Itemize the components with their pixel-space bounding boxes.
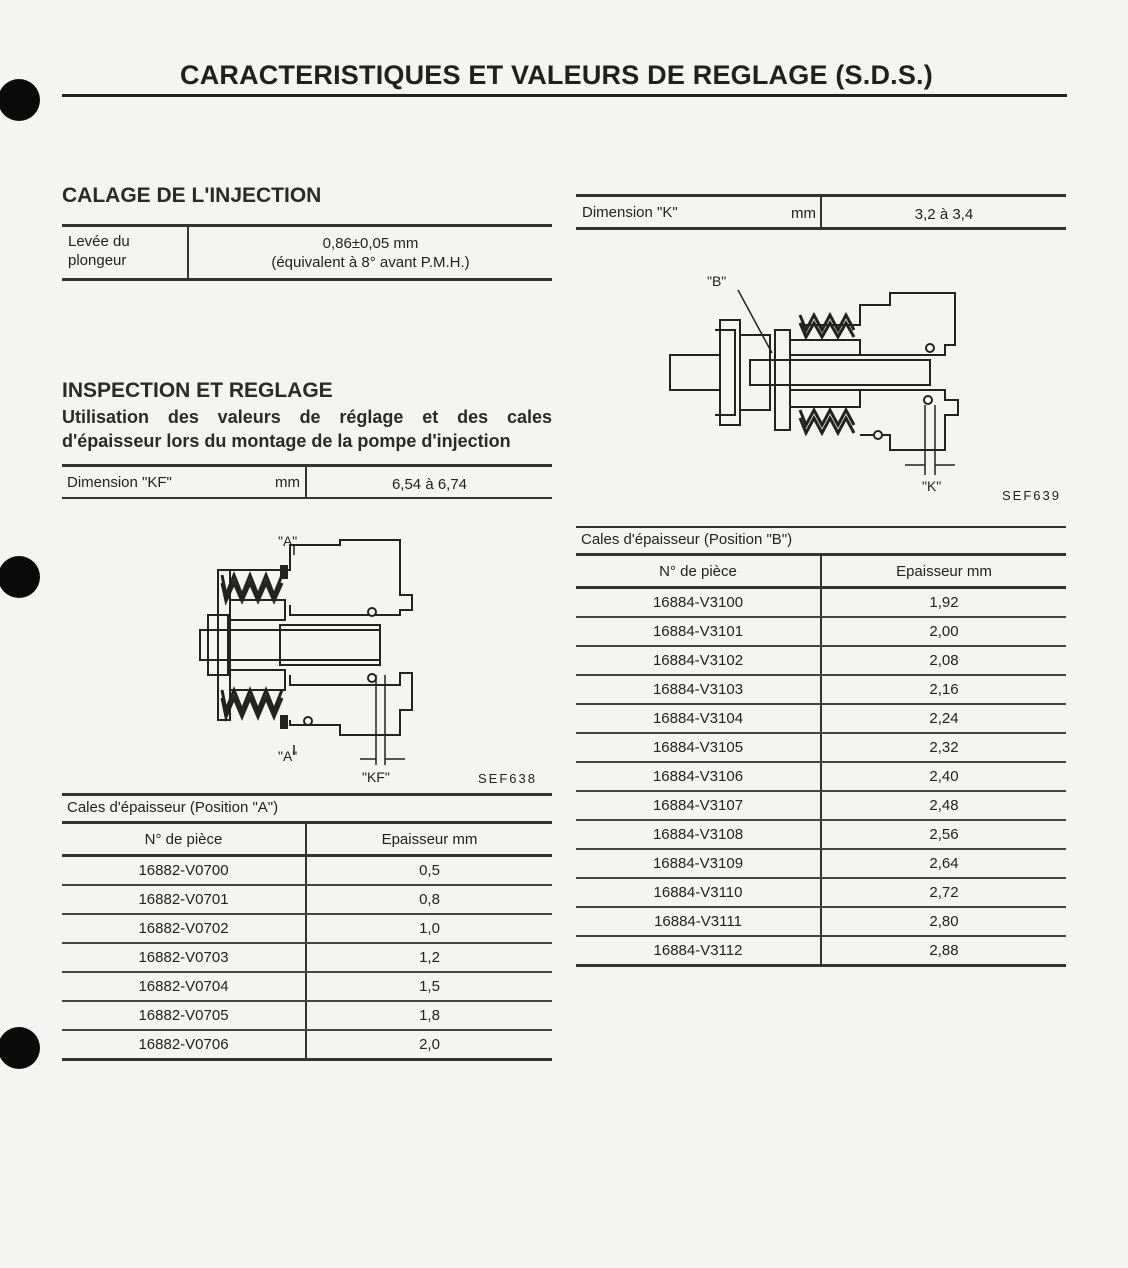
label-b: "B" <box>707 273 727 289</box>
pump-diagram-k <box>660 285 970 475</box>
part-number: 16884-V3105 <box>576 733 821 762</box>
calage-label-line2: plongeur <box>68 252 127 269</box>
label-a-bottom: "A" <box>278 748 298 764</box>
page-title: CARACTERISTIQUES ET VALEURS DE REGLAGE (S.D.S.) <box>180 60 933 90</box>
part-number: 16882-V0703 <box>62 943 306 972</box>
binder-hole <box>0 1027 40 1069</box>
dim-kf-value: 6,54 à 6,74 <box>391 476 468 493</box>
thickness: 2,0 <box>306 1030 552 1060</box>
part-number: 16884-V3112 <box>576 936 821 966</box>
thickness: 0,5 <box>306 856 552 886</box>
table-row <box>576 762 1066 791</box>
thickness: 1,8 <box>306 1001 552 1030</box>
table-row <box>62 856 552 886</box>
thickness: 2,48 <box>821 791 1066 820</box>
part-number: 16884-V3103 <box>576 675 821 704</box>
table-row <box>576 704 1066 733</box>
label-a-top: "A" <box>278 533 298 549</box>
thickness: 2,64 <box>821 849 1066 878</box>
shims-a-col-thickness: Epaisseur mm <box>306 824 552 856</box>
shims-b-table <box>576 556 1066 967</box>
part-number: 16884-V3106 <box>576 762 821 791</box>
table-row <box>62 1030 552 1060</box>
shims-b-col-part: N° de pièce <box>576 556 821 588</box>
calage-table-bottom-rule <box>62 278 552 281</box>
table-row <box>62 943 552 972</box>
table-row <box>576 791 1066 820</box>
title-rule <box>62 94 1067 97</box>
calage-title: CALAGE DE L'INJECTION <box>62 184 322 207</box>
shims-a-caption: Cales d'épaisseur (Position "A") <box>67 799 279 816</box>
dim-k-unit: mm <box>791 205 816 222</box>
shims-b-top-rule <box>576 526 1066 528</box>
figure-code-sef639: SEF639 <box>1002 488 1061 503</box>
table-row <box>62 914 552 943</box>
dim-kf-top-rule <box>62 464 552 467</box>
thickness: 2,00 <box>821 617 1066 646</box>
table-row <box>62 972 552 1001</box>
inspection-subtitle: Utilisation des valeurs de réglage et des cales d'épaisseur lors du montage de la pompe d'injection <box>62 407 552 451</box>
calage-label-line1: Levée du <box>68 233 130 250</box>
thickness: 1,5 <box>306 972 552 1001</box>
shims-a-table <box>62 824 552 1061</box>
dim-k-bottom-rule <box>576 227 1066 230</box>
label-k: "K" <box>922 478 942 494</box>
calage-value-line1: 0,86±0,05 mm <box>322 235 419 252</box>
part-number: 16884-V3111 <box>576 907 821 936</box>
thickness: 1,2 <box>306 943 552 972</box>
thickness: 2,40 <box>821 762 1066 791</box>
thickness: 2,16 <box>821 675 1066 704</box>
part-number: 16884-V3104 <box>576 704 821 733</box>
part-number: 16884-V3108 <box>576 820 821 849</box>
dim-k-label: Dimension "K" <box>582 204 678 221</box>
binder-hole <box>0 79 40 121</box>
pump-diagram-kf <box>190 525 430 775</box>
thickness: 1,92 <box>821 588 1066 618</box>
table-row <box>576 617 1066 646</box>
part-number: 16882-V0706 <box>62 1030 306 1060</box>
part-number: 16882-V0702 <box>62 914 306 943</box>
dim-k-value: 3,2 à 3,4 <box>914 206 974 223</box>
dim-kf-unit: mm <box>275 474 300 491</box>
part-number: 16882-V0700 <box>62 856 306 886</box>
thickness: 2,72 <box>821 878 1066 907</box>
dim-kf-label: Dimension "KF" <box>67 474 172 491</box>
part-number: 16884-V3100 <box>576 588 821 618</box>
thickness: 2,56 <box>821 820 1066 849</box>
part-number: 16884-V3102 <box>576 646 821 675</box>
thickness: 2,88 <box>821 936 1066 966</box>
part-number: 16884-V3109 <box>576 849 821 878</box>
table-row <box>576 675 1066 704</box>
thickness: 0,8 <box>306 885 552 914</box>
figure-code-sef638: SEF638 <box>478 771 537 786</box>
part-number: 16884-V3107 <box>576 791 821 820</box>
thickness: 2,24 <box>821 704 1066 733</box>
shims-b-col-thickness: Epaisseur mm <box>821 556 1066 588</box>
part-number: 16882-V0704 <box>62 972 306 1001</box>
table-row <box>62 885 552 914</box>
part-number: 16884-V3101 <box>576 617 821 646</box>
shims-a-col-part: N° de pièce <box>62 824 306 856</box>
part-number: 16882-V0705 <box>62 1001 306 1030</box>
thickness: 2,08 <box>821 646 1066 675</box>
part-number: 16882-V0701 <box>62 885 306 914</box>
table-row <box>576 907 1066 936</box>
calage-table-top-rule <box>62 224 552 227</box>
inspection-title: INSPECTION ET REGLAGE <box>62 379 333 402</box>
table-row <box>62 1001 552 1030</box>
label-kf: "KF" <box>362 769 390 785</box>
table-row <box>576 820 1066 849</box>
table-row <box>576 878 1066 907</box>
binder-hole <box>0 556 40 598</box>
table-row <box>576 588 1066 618</box>
part-number: 16884-V3110 <box>576 878 821 907</box>
dim-kf-bottom-rule <box>62 497 552 499</box>
table-row <box>576 936 1066 966</box>
table-row <box>576 646 1066 675</box>
table-row <box>576 733 1066 762</box>
calage-value-line2: (équivalent à 8° avant P.M.H.) <box>271 254 470 271</box>
shims-b-caption: Cales d'épaisseur (Position "B") <box>581 531 793 548</box>
shims-a-top-rule <box>62 793 552 796</box>
thickness: 2,80 <box>821 907 1066 936</box>
thickness: 2,32 <box>821 733 1066 762</box>
thickness: 1,0 <box>306 914 552 943</box>
table-row <box>576 849 1066 878</box>
